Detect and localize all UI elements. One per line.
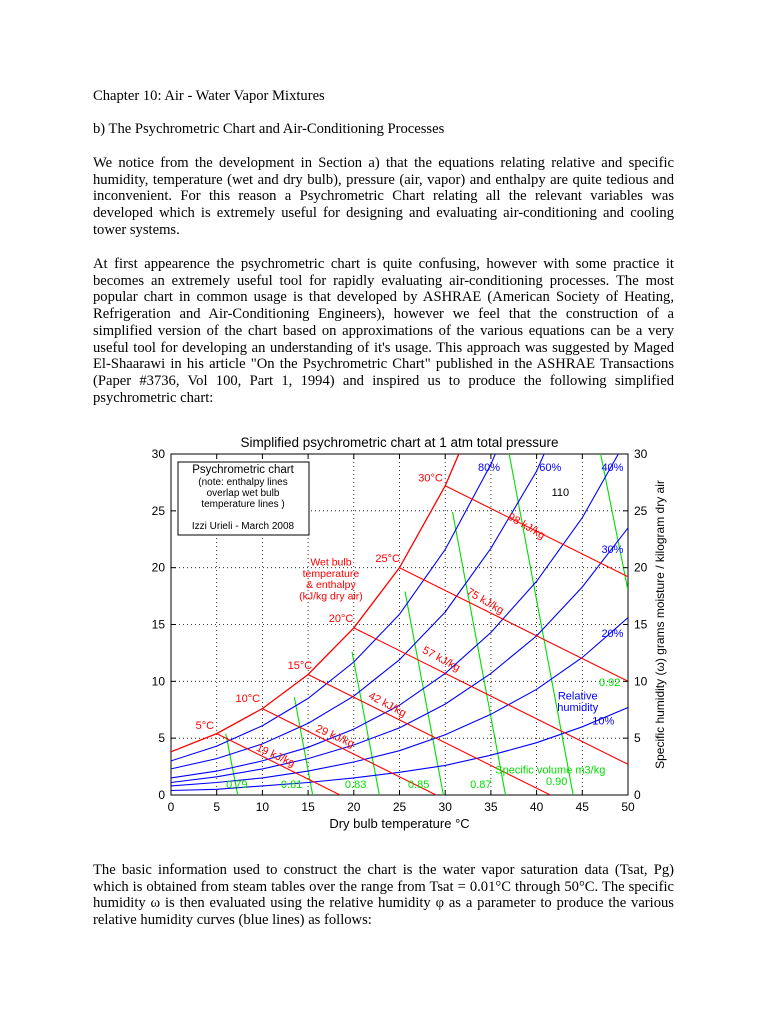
y-tick-label-right: 20 [634,560,648,575]
y-tick-label-left: 5 [158,731,165,746]
psychrometric-chart [0,425,768,835]
x-tick-label: 10 [255,800,270,814]
section-heading: b) The Psychrometric Chart and Air-Conditioning Processes [93,121,445,137]
rh-label: 80% [478,462,501,475]
rh-label: 10% [592,715,615,728]
y-tick-label-right: 5 [634,731,641,746]
chart-x-axis-label: Dry bulb temperature °C [329,816,470,831]
note-line: Izzi Urieli - March 2008 [191,521,295,532]
x-tick-label: 50 [621,800,635,814]
rh-caption: Relative [557,690,598,703]
specific-volume-label: 0.92 [599,676,621,689]
chart-note-box [178,462,309,535]
y-tick-label-right: 15 [634,617,648,632]
y-tick-label-right: 0 [634,788,641,802]
specific-volume-label: 0.81 [280,779,303,792]
chapter-heading: Chapter 10: Air - Water Vapor Mixtures [93,88,325,104]
enthalpy-label: 29 kJ/kg [313,722,357,751]
specific-volume-label: 0.87 [470,779,492,792]
wet-bulb-temp-label: 25°C [375,552,400,565]
wet-bulb-caption: Wet bulb [310,556,352,569]
y-tick-label-left: 10 [151,674,165,689]
y-tick-label-left: 20 [151,560,165,575]
y-tick-label-left: 15 [151,617,165,632]
y-tick-label-right: 25 [634,503,648,518]
chart-y-axis-label: Specific humidity (ω) grams moisture / kilogram dry air [653,480,667,769]
x-tick-label: 15 [301,800,315,814]
x-tick-label: 45 [575,800,589,814]
chart-title: Simplified psychrometric chart at 1 atm total pressure [240,435,559,450]
wet-bulb-caption: temperature [302,567,360,580]
note-line: (note: enthalpy lines [198,477,288,488]
enthalpy-label: 98 kJ/kg [505,510,547,542]
y-tick-label-right: 10 [634,674,648,689]
rh-caption: humidity [557,701,599,714]
rh-label: 60% [539,462,562,475]
note-line: Psychrometric chart [192,464,294,476]
y-tick-label-left: 30 [151,447,165,461]
specific-volume-caption: Specific volume m3/kg [495,764,606,777]
x-tick-label: 35 [484,800,498,814]
x-tick-label: 25 [392,800,407,814]
y-tick-label-left: 0 [158,788,165,802]
specific-volume-label: 0.79 [226,779,248,792]
enthalpy-label: 42 kJ/kg [366,689,409,720]
enthalpy-label: 75 kJ/kg [464,586,506,617]
enthalpy-extra-label: 110 [551,487,570,500]
paragraph-background: At first appearence the psychrometric chart is quite confusing, however with some practice it becomes an extremely useful tool for rapidly evaluating air-conditioning processes. The most popular chart in common usage is that developed by ASHRAE (American Society of Heating, Refrigeration and Air-Conditioning Engineers), however we feel that the construction of a simplified version of the chart based on approximations of the various equations can be a very useful tool for developing an understanding of it's usage. This approach was suggested by Maged El-Shaarawi in his article "On the Psychrometric Chart" published in the ASHRAE Transactions (Paper #3736, Vol 100, Part 1, 1994) and inspired us to produce the following simplified psychrometric chart: [93,256,674,406]
note-line: overlap wet bulb [206,488,280,499]
rh-label: 30% [601,543,624,556]
enthalpy-label: 19 kJ/kg [254,742,297,770]
wet-bulb-temp-label: 30°C [418,472,443,485]
wet-bulb-temp-label: 20°C [328,613,354,626]
specific-volume-label: 0.90 [545,775,568,788]
note-line: temperature lines ) [201,499,285,510]
y-tick-label-right: 30 [634,447,648,461]
wet-bulb-temp-label: 5°C [195,720,215,733]
wet-bulb-caption: & enthalpy [306,579,356,592]
rh-label: 40% [601,462,624,475]
wet-bulb-caption: (kJ/kg dry air) [299,590,363,603]
x-tick-label: 40 [529,800,544,814]
x-tick-label: 0 [167,800,175,814]
x-tick-label: 5 [213,800,221,814]
specific-volume-label: 0.85 [407,779,430,792]
specific-volume-label: 0.83 [344,779,367,792]
paragraph-intro: We notice from the development in Section a) that the equations relating relative and specific humidity, temperature (wet and dry bulb), pressure (air, vapor) and enthalpy are quite tedious and inconvenient. For this reason a Psychrometric Chart relating all the relevant variables was developed which is extremely useful for designing and evaluating air-conditioning and cooling tower systems. [93,155,674,238]
y-tick-label-left: 25 [151,503,165,518]
paragraph-construction: The basic information used to construct the chart is the water vapor saturation data (Tsat, Pg) which is obtained from steam tables over the range from Tsat = 0.01°C through 50°C. The specific humidity ω is then evaluated using the relative humidity φ as a parameter to produce the various relative humidity curves (blue lines) as follows: [93,862,674,929]
enthalpy-label: 57 kJ/kg [420,644,463,675]
x-tick-label: 30 [438,800,452,814]
x-tick-label: 20 [347,800,361,814]
wet-bulb-temp-label: 15°C [287,659,313,672]
rh-label: 20% [601,628,624,641]
wet-bulb-temp-label: 10°C [235,692,261,705]
